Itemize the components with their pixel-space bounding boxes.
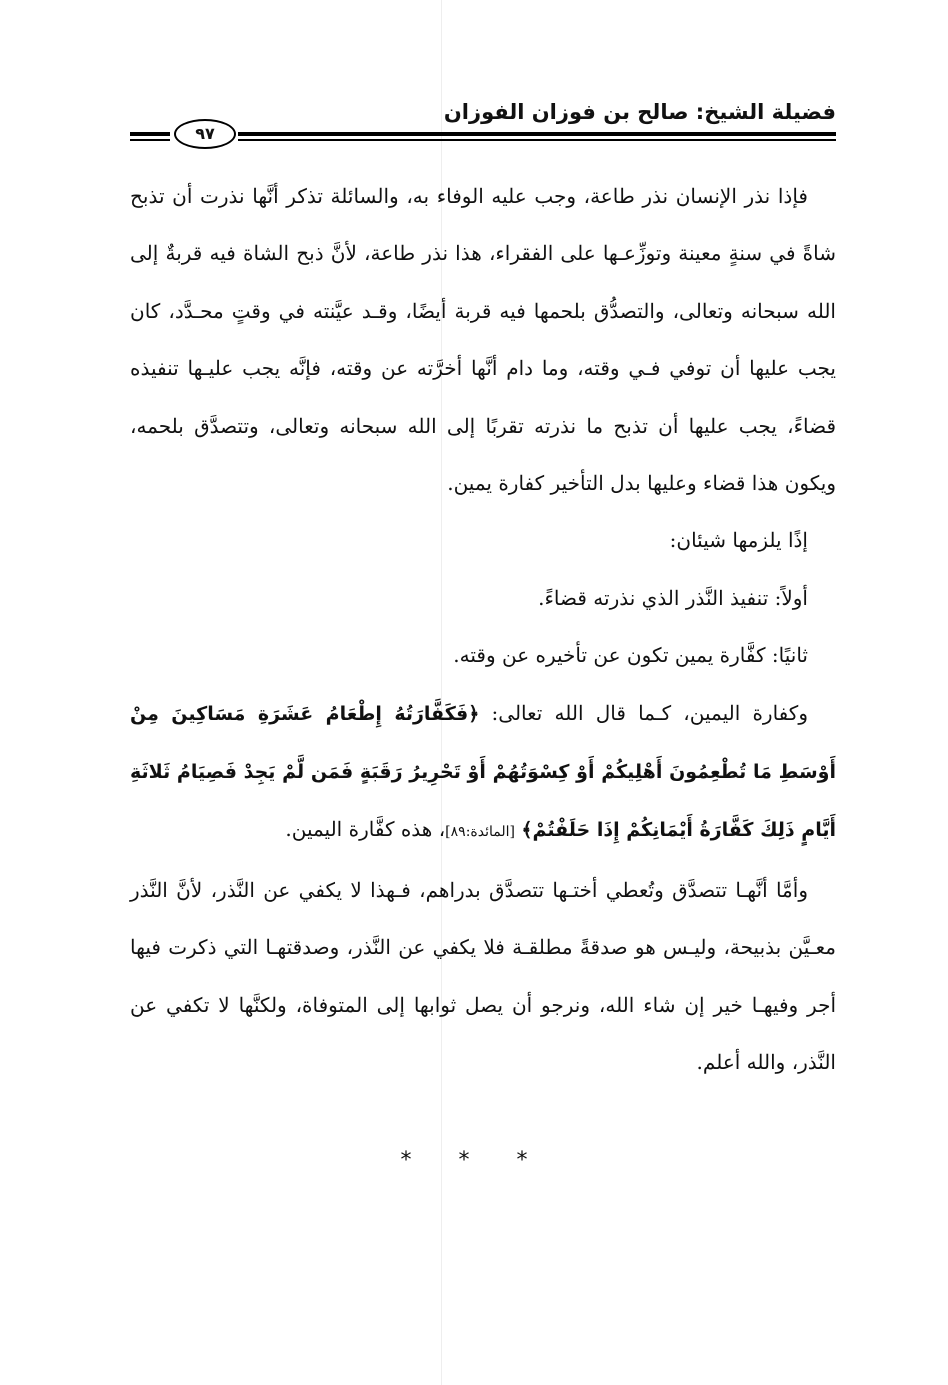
paragraph: إذًا يلزمها شيئان: — [669, 528, 808, 553]
header-rule — [238, 132, 836, 136]
verse-reference: [المائدة:٨٩] — [445, 824, 515, 841]
quran-verse: ﴿فَكَفَّارَتُهُ إِطْعَامُ عَشَرَةِ مَسَاكِينَ مِنْ أَوْسَطِ مَا تُطْعِمُونَ أَهْلِيكُمْ أَوْ كِسْوَتُهُمْ أَوْ تَحْرِيرُ رَقَبَةٍ فَمَن لَّمْ يَجِدْ فَصِيَامُ ثَلاثَةِ أَيَّامٍ ذَلِكَ كَفَّارَةُ أَيْمَانِكُمْ إِذَا حَلَفْتُمْ﴾ — [130, 702, 836, 842]
section-separator: * * * — [400, 1148, 548, 1173]
header-rule — [130, 139, 170, 141]
page-number-oval — [174, 119, 236, 149]
list-item: أولاً: تنفيذ النَّذر الذي نذرته قضاءً. — [538, 585, 808, 610]
list-item: ثانيًا: كفَّارة يمين تكون عن تأخيره عن وقته. — [453, 643, 808, 668]
header-rule — [130, 132, 170, 136]
body-text — [130, 168, 836, 1092]
running-header — [130, 92, 836, 152]
paragraph-end: ، هذه كفَّارة اليمين. — [285, 817, 446, 842]
paragraph — [130, 685, 836, 862]
paragraph: فإذا نذر الإنسان نذر طاعة، وجب عليه الوفاء به، والسائلة تذكر أنَّها نذرت أن تذبح شاةً في سنةٍ معينة وتوزِّعـها على الفقراء، هذا نذر طاعة، لأنَّ ذبح الشاة فيه قربةٌ إلى الله سبحانه وتعالى، والتصدُّق بلحمها فيه قربة أيضًا، وقـد عيَّنته في وقتٍ محـدَّد، كان يجب عليها أن توفي فـي وقته، وما دام أنَّها أخرَّته عن وقته، فإنَّه يجب عليـها تنفيذه قضاءً، يجب عليها أن تذبح ما نذرته تقربًا إلى الله سبحانه وتعالى، وتتصدَّق بلحمه، ويكون هذا قضاء وعليها بدل التأخير كفارة يمين. — [130, 184, 836, 496]
paragraph-intro: وكفارة اليمين، كـما قال الله تعالى: — [491, 700, 808, 725]
header-title: فضيلة الشيخ: صالح بن فوزان الفوزان — [443, 100, 836, 124]
paragraph: وأمَّا أنَّهـا تتصدَّق وتُعطي أختـها تتصدَّق بدراهم، فـهذا لا يكفي عن النَّذر، لأنَّ النَّذر معـيَّن بذبيحة، وليـس هو صدقةً مطلقـة فلا يكفي عن النَّذر، وصدقتهـا التي ذكرت فيها أجر وفيهـا خير إن شاء الله، ونرجو أن يصل ثوابها إلى المتوفاة، ولكنَّها لا تكفي عن النَّذر، والله أعلم. — [130, 877, 836, 1075]
header-rule — [238, 139, 836, 141]
page-number: ٩٧ — [195, 124, 215, 143]
